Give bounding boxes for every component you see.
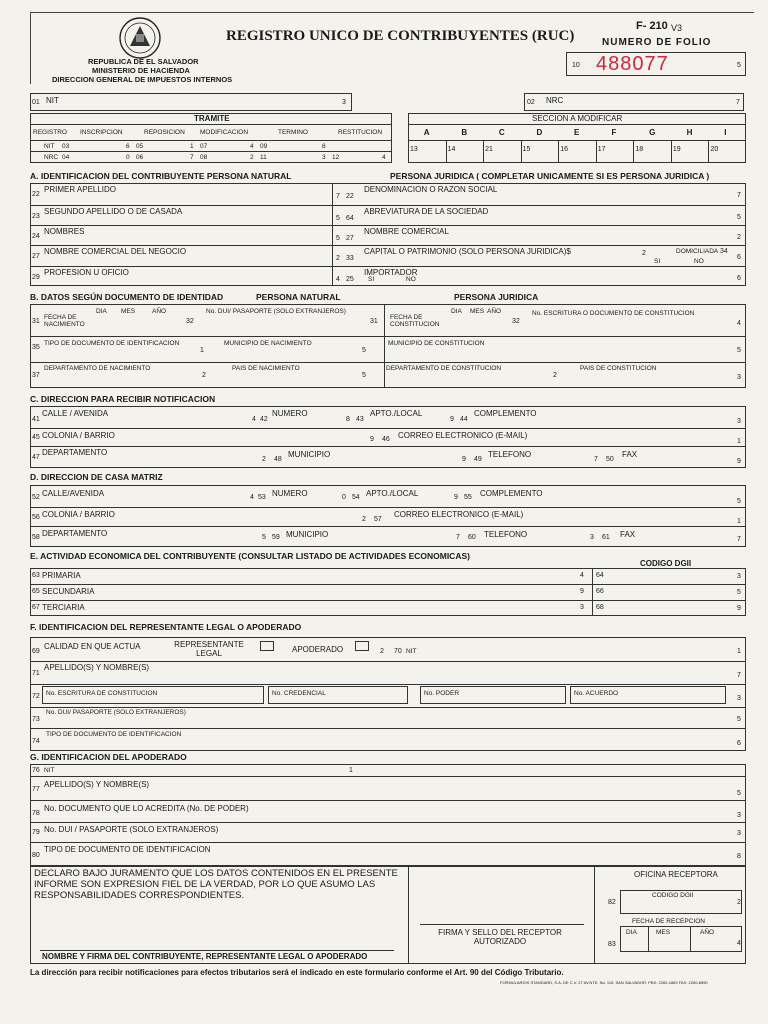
ano-label: AÑO: [700, 929, 715, 936]
section-b-natural: PERSONA NATURAL: [256, 292, 341, 302]
seccion-letter: B: [461, 128, 468, 137]
check-digit: 5: [737, 716, 741, 723]
natural-field-label: PROFESION U OFICIO: [44, 268, 129, 277]
check-digit: 2: [202, 372, 206, 379]
oficina-receptora-label: OFICINA RECEPTORA: [634, 870, 718, 879]
check-digit: 8: [346, 416, 350, 423]
check-digit: 7: [737, 672, 741, 679]
tramite-cell: 0: [126, 154, 130, 161]
field-number: 25: [346, 276, 354, 283]
tramite-title: TRAMITE: [194, 114, 230, 123]
tramite-header: MODIFICACION: [200, 129, 249, 136]
seccion-number: 19: [672, 146, 681, 153]
check-digit: 2: [642, 250, 646, 257]
check-digit: 9: [370, 436, 374, 443]
section-b-title: B. DATOS SEGÚN DOCUMENTO DE IDENTIDAD: [30, 292, 224, 302]
tramite-cell: 8: [322, 143, 326, 150]
check-digit: 5: [336, 215, 340, 222]
pais-constitucion-label: PAIS DE CONSTITUCION: [580, 365, 657, 372]
field-number: 53: [258, 494, 266, 501]
check-digit: 5: [336, 235, 340, 242]
section-c-title: C. DIRECCION PARA RECIBIR NOTIFICACION: [30, 394, 216, 404]
seccion-letter: G: [649, 128, 656, 137]
form-code: F- 210: [636, 20, 668, 32]
acuerdo-label: No. ACUERDO: [574, 690, 619, 697]
numero-label: NUMERO: [272, 489, 308, 498]
tipo-documento-label: TIPO DE DOCUMENTO DE IDENTIFICACION: [44, 845, 211, 854]
field-number: 76: [32, 767, 40, 774]
check-digit: 6: [737, 254, 741, 261]
si-option[interactable]: SI: [368, 276, 375, 283]
field-number: 31: [32, 318, 40, 325]
check-digit: 4: [250, 494, 254, 501]
dui-label: No. DUI/ PASAPORTE (SOLO EXTRANJEROS): [206, 308, 346, 315]
nrc-label: NRC: [546, 96, 564, 105]
section-a-juridica-title: PERSONA JURIDICA ( COMPLETAR UNICAMENTE SI ES PERSONA JURIDICA ): [390, 171, 710, 181]
direction-name: DIRECCION GENERAL DE IMPUESTOS INTERNOS: [52, 75, 233, 84]
escritura-label: No. ESCRITURA O DOCUMENTO DE CONSTITUCION: [532, 310, 695, 317]
field-number: 52: [32, 494, 40, 501]
field-number: 73: [32, 716, 40, 723]
dui-label: No. DUI / PASAPORTE (SOLO EXTRANJEROS): [44, 825, 219, 834]
check-digit: 7: [736, 99, 740, 106]
seccion-number: 18: [635, 146, 644, 153]
nit-label: NIT: [46, 96, 59, 105]
coat-of-arms-icon: [116, 16, 164, 60]
field-number: 01: [32, 99, 40, 106]
section-a-title: A. IDENTIFICACION DEL CONTRIBUYENTE PERSONA NATURAL: [30, 171, 292, 181]
check-digit: 3: [737, 374, 741, 381]
field-number: 78: [32, 810, 40, 817]
field-number: 27: [346, 235, 354, 242]
activity-label: TERCIARIA: [42, 603, 85, 612]
seccion-number: 14: [447, 146, 456, 153]
field-number: 47: [32, 454, 40, 461]
mes-label: MES: [121, 308, 136, 315]
fax-label: FAX: [622, 450, 638, 459]
check-digit: 2: [553, 372, 557, 379]
tramite-cell: 07: [200, 143, 208, 150]
tramite-cell: 1: [190, 143, 194, 150]
apoderado-label: APODERADO: [292, 645, 344, 654]
check-digit: 7: [336, 193, 340, 200]
receptor-signature-label: FIRMA Y SELLO DEL RECEPTOR AUTORIZADO: [438, 928, 562, 946]
juridica-field-label: ABREVIATURA DE LA SOCIEDAD: [364, 207, 489, 216]
folio-number: 488077: [596, 53, 669, 75]
field-number: 80: [32, 852, 40, 859]
complemento-label: COMPLEMENTO: [480, 489, 543, 498]
apellidos-label: APELLIDO(S) Y NOMBRE(S): [44, 663, 150, 672]
tramite-cell: 09: [260, 143, 268, 150]
natural-field-label: PRIMER APELLIDO: [44, 185, 117, 194]
field-number: 67: [32, 604, 40, 611]
field-number: 64: [346, 215, 354, 222]
check-digit: 2: [262, 456, 266, 463]
ministry-name: MINISTERIO DE HACIENDA: [92, 66, 190, 75]
field-number: 34: [720, 248, 728, 255]
check-digit: 2: [737, 899, 741, 906]
poder-label: No. PODER: [424, 690, 460, 697]
fecha-nacimiento-label: FECHA DE NACIMIENTO: [44, 314, 85, 328]
codigo-dgii-label: CODIGO DGII: [640, 559, 692, 568]
natural-field-label: NOMBRE COMERCIAL DEL NEGOCIO: [44, 247, 187, 256]
documento-label: No. DOCUMENTO QUE LO ACREDITA (No. DE PODER): [44, 804, 249, 813]
nit-label: NIT: [44, 767, 55, 774]
seccion-letter: C: [498, 128, 505, 137]
nit-label: NIT: [406, 648, 417, 655]
check-digit: 7: [737, 536, 741, 543]
correo-label: CORREO ELECTRONICO (E-MAIL): [398, 431, 528, 440]
field-number: 48: [274, 456, 282, 463]
municipio-nacimiento-label: MUNICIPIO DE NACIMIENTO: [224, 340, 312, 347]
fecha-recepcion-label: FECHA DE RECEPCION: [632, 918, 705, 925]
codigo-label: CODIGO DGII: [652, 892, 694, 899]
check-digit: 3: [737, 418, 741, 425]
tramite-cell: 3: [322, 154, 326, 161]
field-number: 64: [596, 572, 604, 579]
check-digit: 5: [737, 498, 741, 505]
calle-label: CALLE / AVENIDA: [42, 409, 109, 418]
field-number: 55: [464, 494, 472, 501]
field-number: 44: [460, 416, 468, 423]
tramite-header: REPOSICION: [144, 129, 185, 136]
seccion-letter: F: [611, 128, 617, 137]
declaration-text: DECLARO BAJO JURAMENTO QUE LOS DATOS CONTENIDOS EN EL PRESENTE INFORME SON EXPRESION FIEL DE LA VERDAD, POR LO QUE ASUMO LAS RESPONSABILIDADES CORRESPONDIENTES.: [34, 868, 398, 901]
check-digit: 2: [737, 234, 741, 241]
representante-checkbox[interactable]: [260, 641, 274, 651]
activity-label: PRIMARIA: [42, 571, 81, 580]
tramite-cell: NRC: [44, 154, 59, 161]
check-digit: 4: [737, 940, 741, 947]
tramite-cell: 4: [250, 143, 254, 150]
tramite-header: TERMINO: [278, 129, 308, 136]
tramite-header: REGISTRO: [33, 129, 67, 136]
field-number: 79: [32, 829, 40, 836]
dia-label: DIA: [451, 308, 462, 315]
folio-label: NUMERO DE FOLIO: [602, 37, 712, 48]
form-version: V3: [671, 23, 683, 33]
ano-label: AÑO: [487, 308, 502, 315]
departamento-label: DEPARTAMENTO: [42, 448, 108, 457]
folio-suffix: 5: [737, 62, 741, 69]
natural-field-label: NOMBRES: [44, 227, 85, 236]
tramite-cell: NIT: [44, 143, 55, 150]
juridica-field-label: IMPORTADOR: [364, 268, 418, 277]
departamento-nacimiento-label: DEPARTAMENTO DE NACIMIENTO: [44, 365, 151, 372]
section-g-title: G. IDENTIFICACION DEL APODERADO: [30, 752, 187, 762]
fax-label: FAX: [620, 530, 636, 539]
check-digit: 0: [342, 494, 346, 501]
ano-label: AÑO: [152, 308, 167, 315]
tramite-cell: 06: [136, 154, 144, 161]
field-number: 29: [32, 274, 40, 281]
check-digit: 5: [737, 214, 741, 221]
check-digit: 7: [737, 192, 741, 199]
check-digit: 4: [737, 320, 741, 327]
field-number: 69: [32, 648, 40, 655]
check-digit: 2: [380, 648, 384, 655]
section-e-frame: [30, 568, 746, 616]
juridica-field-label: DENOMINACION O RAZON SOCIAL: [364, 185, 498, 194]
departamento-constitucion-label: DEPARTAMENTO DE CONSTITUCION: [386, 365, 502, 372]
field-number: 63: [32, 572, 40, 579]
check-digit: 6: [737, 275, 741, 282]
field-number: 45: [32, 434, 40, 441]
field-number: 70: [394, 648, 402, 655]
section-f-title: F. IDENTIFICACION DEL REPRESENTANTE LEGAL O APODERADO: [30, 622, 302, 632]
field-number: 22: [32, 191, 40, 198]
tramite-cell: 04: [62, 154, 70, 161]
check-digit: 1: [737, 518, 741, 525]
check-digit: 3: [342, 99, 346, 106]
check-digit: 9: [454, 494, 458, 501]
field-number: 37: [32, 372, 40, 379]
check-digit: 5: [262, 534, 266, 541]
calidad-label: CALIDAD EN QUE ACTUA: [44, 642, 141, 651]
field-number: 61: [602, 534, 610, 541]
field-number: 60: [468, 534, 476, 541]
field-number: 82: [608, 899, 616, 906]
seccion-number: 16: [560, 146, 569, 153]
printer-note: FORMULARIOS STANDARD, S.A. DE C.V. 27 AV.NTE. No. 115, SAN SALVADOR. PBX: 2260-1883 FAX: 2260-6550: [500, 980, 708, 985]
field-number: 83: [608, 941, 616, 948]
field-number: 41: [32, 416, 40, 423]
apto-label: APTO./LOCAL: [370, 409, 423, 418]
field-number: 68: [596, 604, 604, 611]
telefono-label: TELEFONO: [484, 530, 528, 539]
mes-label: MES: [656, 929, 671, 936]
pais-nacimiento-label: PAIS DE NACIMIENTO: [232, 365, 300, 372]
field-number: 33: [346, 255, 354, 262]
check-digit: 1: [200, 347, 204, 354]
check-digit: 9: [737, 605, 741, 612]
calle-label: CALLE/AVENIDA: [42, 489, 105, 498]
telefono-label: TELEFONO: [488, 450, 532, 459]
apto-label: APTO./LOCAL: [366, 489, 419, 498]
field-number: 32: [186, 318, 194, 325]
check-digit: 3: [737, 812, 741, 819]
country-name: REPUBLICA DE EL SALVADOR: [88, 57, 199, 66]
field-number: 32: [512, 318, 520, 325]
check-digit: 5: [737, 790, 741, 797]
check-digit: 9: [462, 456, 466, 463]
tramite-header: INSCRIPCION: [80, 129, 123, 136]
field-number: 02: [527, 99, 535, 106]
check-digit: 4: [252, 416, 256, 423]
check-digit: 9: [450, 416, 454, 423]
check-digit: 5: [737, 347, 741, 354]
municipio-label: MUNICIPIO: [288, 450, 331, 459]
numero-label: NUMERO: [272, 409, 308, 418]
field-number: 57: [374, 516, 382, 523]
municipio-label: MUNICIPIO: [286, 530, 329, 539]
seccion-letter: I: [724, 128, 727, 137]
tramite-cell: 12: [332, 154, 340, 161]
check-digit: 9: [737, 458, 741, 465]
seccion-letter: H: [686, 128, 693, 137]
field-number: 46: [382, 436, 390, 443]
seccion-number: 17: [597, 146, 606, 153]
credencial-label: No. CREDENCIAL: [272, 690, 326, 697]
check-digit: 9: [580, 588, 584, 595]
signature-label: NOMBRE Y FIRMA DEL CONTRIBUYENTE, REPRESENTANTE LEGAL O APODERADO: [42, 952, 368, 961]
field-number: 23: [32, 213, 40, 220]
field-number: 35: [32, 344, 40, 351]
field-number: 58: [32, 534, 40, 541]
check-digit: 7: [456, 534, 460, 541]
tramite-cell: 6: [126, 143, 130, 150]
escritura-label: No. ESCRITURA DE CONSTITUCION: [46, 690, 158, 697]
field-number: 71: [32, 670, 40, 677]
municipio-constitucion-label: MUNICIPIO DE CONSTITUCION: [388, 340, 485, 347]
colonia-label: COLONIA / BARRIO: [42, 431, 115, 440]
tramite-cell: 08: [200, 154, 208, 161]
apellidos-label: APELLIDO(S) Y NOMBRE(S): [44, 780, 150, 789]
seccion-number: 21: [485, 146, 493, 153]
check-digit: 3: [590, 534, 594, 541]
check-digit: 7: [594, 456, 598, 463]
section-e-title: E. ACTIVIDAD ECONOMICA DEL CONTRIBUYENTE (CONSULTAR LISTADO DE ACTIVIDADES ECONOMICAS): [30, 551, 470, 561]
field-number: 72: [32, 693, 40, 700]
tramite-cell: 05: [136, 143, 144, 150]
field-number: 22: [346, 193, 354, 200]
tramite-cell: 4: [382, 154, 386, 161]
seccion-number: 20: [710, 146, 719, 153]
no-option[interactable]: NO: [694, 258, 704, 265]
dui-label: No. DUI/ PASAPORTE (SOLO EXTRANJEROS): [46, 709, 186, 716]
si-option[interactable]: SI: [654, 258, 661, 265]
no-option[interactable]: NO: [406, 276, 416, 283]
tramite-cell: 03: [62, 143, 70, 150]
field-number: 43: [356, 416, 364, 423]
dia-label: DIA: [626, 929, 637, 936]
field-number: 65: [32, 588, 40, 595]
apoderado-checkbox[interactable]: [355, 641, 369, 651]
dia-label: DIA: [96, 308, 107, 315]
check-digit: 5: [362, 347, 366, 354]
check-digit: 1: [737, 438, 741, 445]
juridica-field-label: NOMBRE COMERCIAL: [364, 227, 449, 236]
check-digit: 1: [737, 648, 741, 655]
section-b-juridica: PERSONA JURIDICA: [454, 292, 539, 302]
nit-field[interactable]: [30, 93, 352, 111]
field-number: 27: [32, 253, 40, 260]
seccion-number: 13: [410, 146, 418, 153]
check-digit: 2: [336, 255, 340, 262]
form-title: REGISTRO UNICO DE CONTRIBUYENTES (RUC): [226, 28, 575, 44]
check-digit: 5: [362, 372, 366, 379]
tramite-cell: 11: [260, 154, 267, 161]
juridica-field-label: CAPITAL O PATRIMONIO (SOLO PERSONA JURIDICA)$: [364, 247, 571, 256]
seccion-title: SECCION A MODIFICAR: [532, 114, 623, 123]
fecha-constitucion-label: FECHA DE CONSTITUCION: [390, 314, 440, 328]
check-digit: 5: [737, 589, 741, 596]
activity-label: SECUNDARIA: [42, 587, 95, 596]
tramite-header: RESTITUCION: [338, 129, 383, 136]
footer-note: La dirección para recibir notificaciones para efectos tributarios será el indicado en este formulario conforme el Art. 90 del Código Tributario.: [30, 968, 564, 977]
seccion-number: 15: [522, 146, 531, 153]
field-number: 49: [474, 456, 482, 463]
field-number: 56: [32, 514, 40, 521]
field-number: 66: [596, 588, 604, 595]
check-digit: 2: [362, 516, 366, 523]
tipo-documento-label: TIPO DE DOCUMENTO DE IDENTIFICACION: [46, 731, 182, 738]
section-d-title: D. DIRECCION DE CASA MATRIZ: [30, 472, 163, 482]
check-digit: 8: [737, 853, 741, 860]
check-digit: 4: [336, 276, 340, 283]
check-digit: 3: [737, 695, 741, 702]
check-digit: 3: [737, 830, 741, 837]
field-number: 31: [370, 318, 378, 325]
mes-label: MES: [470, 308, 485, 315]
complemento-label: COMPLEMENTO: [474, 409, 537, 418]
tramite-cell: 7: [190, 154, 194, 161]
check-digit: 6: [737, 740, 741, 747]
folio-prefix: 10: [572, 62, 580, 69]
field-number: 77: [32, 786, 40, 793]
domiciliada-label: DOMICILIADA: [676, 248, 719, 255]
colonia-label: COLONIA / BARRIO: [42, 510, 115, 519]
seccion-letter: E: [574, 128, 580, 137]
field-number: 74: [32, 738, 40, 745]
departamento-label: DEPARTAMENTO: [42, 529, 108, 538]
check-digit: 3: [580, 604, 584, 611]
check-digit: 4: [580, 572, 584, 579]
representante-label: REPRESENTANTE LEGAL: [174, 640, 244, 658]
field-number: 42: [260, 416, 268, 423]
field-number: 24: [32, 233, 40, 240]
field-number: 59: [272, 534, 280, 541]
tramite-cell: 2: [250, 154, 254, 161]
seccion-letter: D: [536, 128, 543, 137]
tipo-documento-label: TIPO DE DOCUMENTO DE IDENTIFICACION: [44, 340, 180, 347]
field-number: 50: [606, 456, 614, 463]
check-digit: 3: [737, 573, 741, 580]
seccion-letter: A: [423, 128, 430, 137]
natural-field-label: SEGUNDO APELLIDO O DE CASADA: [44, 207, 183, 216]
correo-label: CORREO ELECTRONICO (E-MAIL): [394, 510, 524, 519]
check-digit: 1: [349, 767, 353, 774]
fecha-recepcion-box[interactable]: [620, 926, 742, 952]
field-number: 54: [352, 494, 360, 501]
